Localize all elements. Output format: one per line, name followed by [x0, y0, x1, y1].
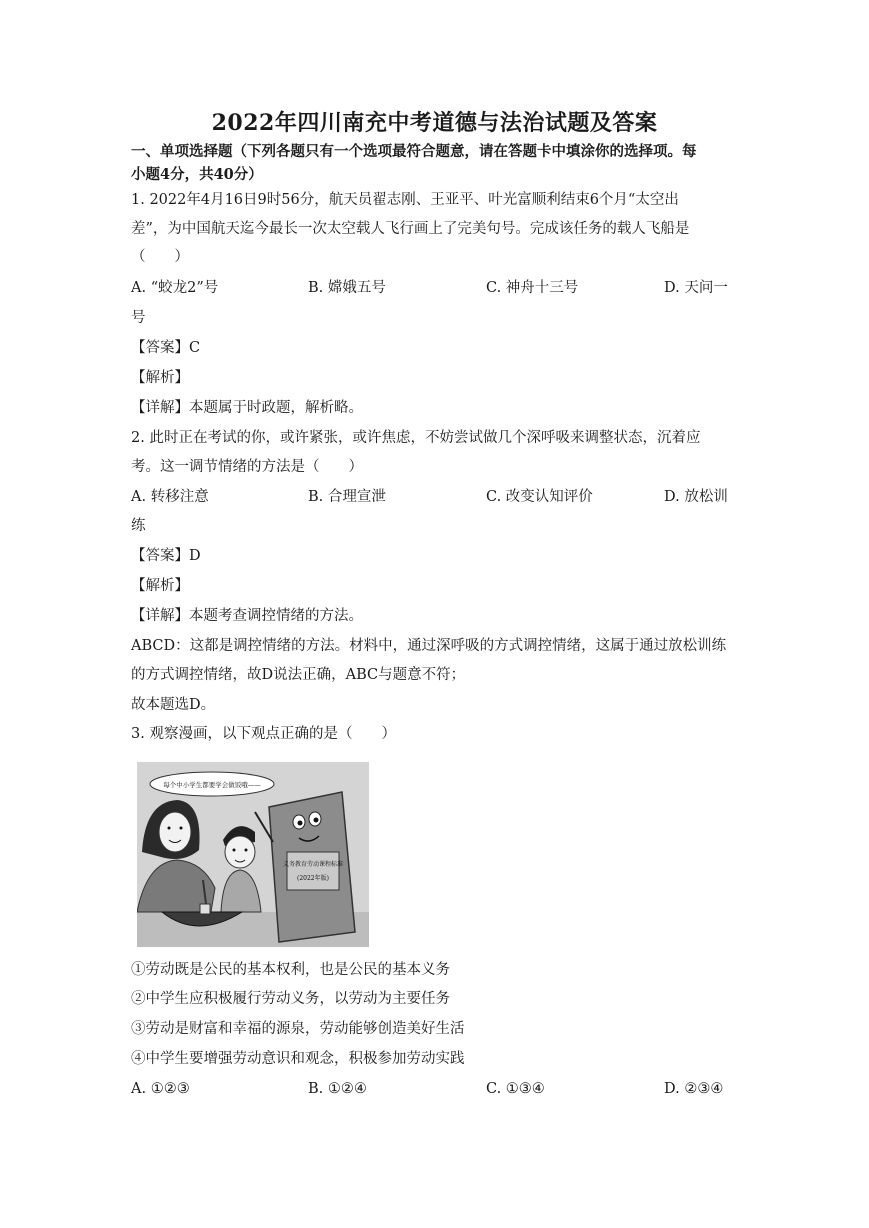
q3-stem: 3. 观察漫画，以下观点正确的是（ ） [131, 726, 396, 742]
q2-option-d-wrap: 练 [131, 518, 146, 534]
q2-analysis: 【解析】 [131, 578, 189, 594]
q1-answer: 【答案】C [131, 340, 201, 356]
section-heading-line-2: 小题4分，共40分） [131, 166, 263, 183]
q3-option-c: C. ①③④ [486, 1081, 545, 1097]
q1-option-c: C. 神舟十三号 [486, 280, 579, 296]
q1-analysis: 【解析】 [131, 370, 189, 386]
q1-option-d-wrap: 号 [131, 310, 146, 326]
q1-stem-line-2: 差”，为中国航天迄今最长一次太空载人飞行画上了完美句号。完成该任务的载人飞船是 [131, 221, 690, 237]
book-year-text: (2022年版) [297, 875, 329, 882]
q1-detail: 【详解】本题属于时政题，解析略。 [131, 400, 363, 416]
q1-option-b: B. 嫦娥五号 [308, 280, 386, 296]
page-title: 2022年四川南充中考道德与法治试题及答案 [211, 110, 658, 136]
q2-explanation-line-1: ABCD：这都是调控情绪的方法。材料中，通过深呼吸的方式调控情绪，这属于通过放松训练 [131, 638, 727, 654]
q1-stem-line-1: 1. 2022年4月16日9时56分，航天员翟志刚、王亚平、叶光富顺利结束6个月“太空出 [131, 192, 679, 208]
section-heading-line-1: 一、单项选择题（下列各题只有一个选项最符合题意，请在答题卡中填涂你的选择项。每 [131, 143, 697, 160]
q2-option-b: B. 合理宣泄 [308, 489, 386, 505]
q1-option-a: A. “蛟龙2”号 [131, 280, 219, 296]
q2-option-c: C. 改变认知评价 [486, 489, 593, 505]
speech-bubble [150, 772, 274, 796]
q2-option-a: A. 转移注意 [131, 489, 209, 505]
q3-statement-4: ④中学生要增强劳动意识和观念，积极参加劳动实践 [131, 1051, 465, 1067]
q2-stem-line-2: 考。这一调节情绪的方法是（ ） [131, 459, 363, 475]
q2-detail: 【详解】本题考查调控情绪的方法。 [131, 608, 363, 624]
q2-explanation-line-2: 的方式调控情绪，故D说法正确，ABC与题意不符； [131, 667, 466, 683]
q3-option-b: B. ①②④ [308, 1081, 367, 1097]
labor-education-cartoon [137, 762, 369, 947]
q1-option-d: D. 天问一 [664, 280, 728, 296]
q3-option-a: A. ①②③ [131, 1081, 190, 1097]
q2-stem-line-1: 2. 此时正在考试的你，或许紧张，或许焦虑，不妨尝试做几个深呼吸来调整状态，沉着应 [131, 430, 701, 446]
q2-answer: 【答案】D [131, 548, 201, 564]
q3-statement-2: ②中学生应积极履行劳动义务，以劳动为主要任务 [131, 991, 450, 1007]
q3-statement-3: ③劳动是财富和幸福的源泉，劳动能够创造美好生活 [131, 1021, 465, 1037]
speech-bubble-text: 每个中小学生都要学会做饭哦—— [163, 781, 261, 789]
q3-statement-1: ①劳动既是公民的基本权利，也是公民的基本义务 [131, 962, 450, 978]
book-title-text: 义务教育劳动课程标准 [282, 861, 344, 868]
q3-option-d: D. ②③④ [664, 1081, 724, 1097]
q2-option-d: D. 放松训 [664, 489, 728, 505]
q2-explanation-line-3: 故本题选D。 [131, 697, 216, 713]
q1-stem-line-3: （ ） [131, 249, 189, 265]
